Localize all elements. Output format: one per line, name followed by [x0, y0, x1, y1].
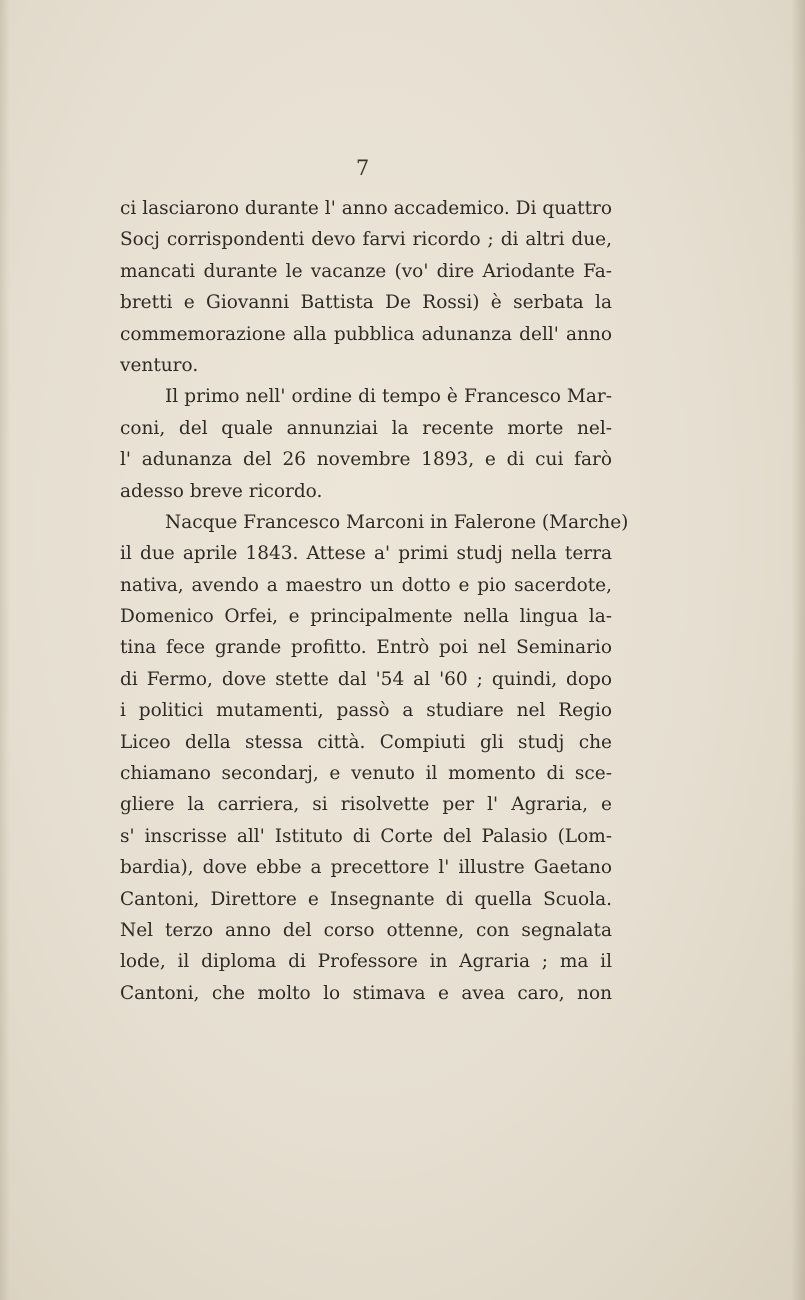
text-line: di Fermo, dove stette dal '54 al '60 ; quindi, dopo — [120, 668, 612, 690]
text-line: l' adunanza del 26 novembre 1893, e di cui farò — [120, 449, 612, 471]
text-line: mancati durante le vacanze (vo' dire Ariodante Fa- — [120, 260, 612, 282]
text-line: Liceo della stessa città. Compiuti gli studj che — [120, 731, 612, 753]
text-line: bardia), dove ebbe a precettore l' illustre Gaetano — [120, 857, 612, 879]
text-line: lode, il diploma di Professore in Agraria ; ma il — [120, 951, 612, 973]
text-line: chiamano secondarj, e venuto il momento di sce- — [120, 763, 612, 785]
text-line: Cantoni, che molto lo stimava e avea caro, non — [120, 982, 612, 1004]
text-line: s' inscrisse all' Istituto di Corte del Palasio (Lom- — [120, 825, 612, 847]
text-line: Nel terzo anno del corso ottenne, con segnalata — [120, 919, 612, 941]
text-line: Socj corrispondenti devo farvi ricordo ; di altri due, — [120, 229, 612, 251]
text-line: i politici mutamenti, passò a studiare nel Regio — [120, 700, 612, 722]
text-line: gliere la carriera, si risolvette per l' Agraria, e — [120, 794, 612, 816]
text-line: commemorazione alla pubblica adunanza dell' anno — [120, 323, 612, 345]
text-line: Cantoni, Direttore e Insegnante di quella Scuola. — [120, 888, 612, 910]
page-number: 7 — [355, 156, 370, 180]
text-line: Domenico Orfei, e principalmente nella lingua la- — [120, 606, 612, 628]
text-line: ci lasciarono durante l' anno accademico. Di quattro — [120, 198, 612, 219]
text-line: coni, del quale annunziai la recente morte nel- — [120, 417, 612, 439]
page-left-shadow — [0, 0, 10, 1300]
text-line: Nacque Francesco Marconi in Falerone (Marche) — [165, 511, 629, 533]
text-line: bretti e Giovanni Battista De Rossi) è serbata la — [120, 292, 612, 314]
body-text — [120, 193, 629, 1009]
text-line: Il primo nell' ordine di tempo è Francesco Mar- — [165, 386, 612, 408]
text-line: il due aprile 1843. Attese a' primi studj nella terra — [120, 543, 612, 565]
text-line: nativa, avendo a maestro un dotto e pio sacerdote, — [120, 574, 612, 596]
text-line: adesso breve ricordo. — [120, 480, 323, 502]
text-line: tina fece grande profitto. Entrò poi nel Seminario — [120, 637, 612, 659]
text-line: venturo. — [120, 354, 199, 376]
page-right-shadow — [791, 0, 805, 1300]
